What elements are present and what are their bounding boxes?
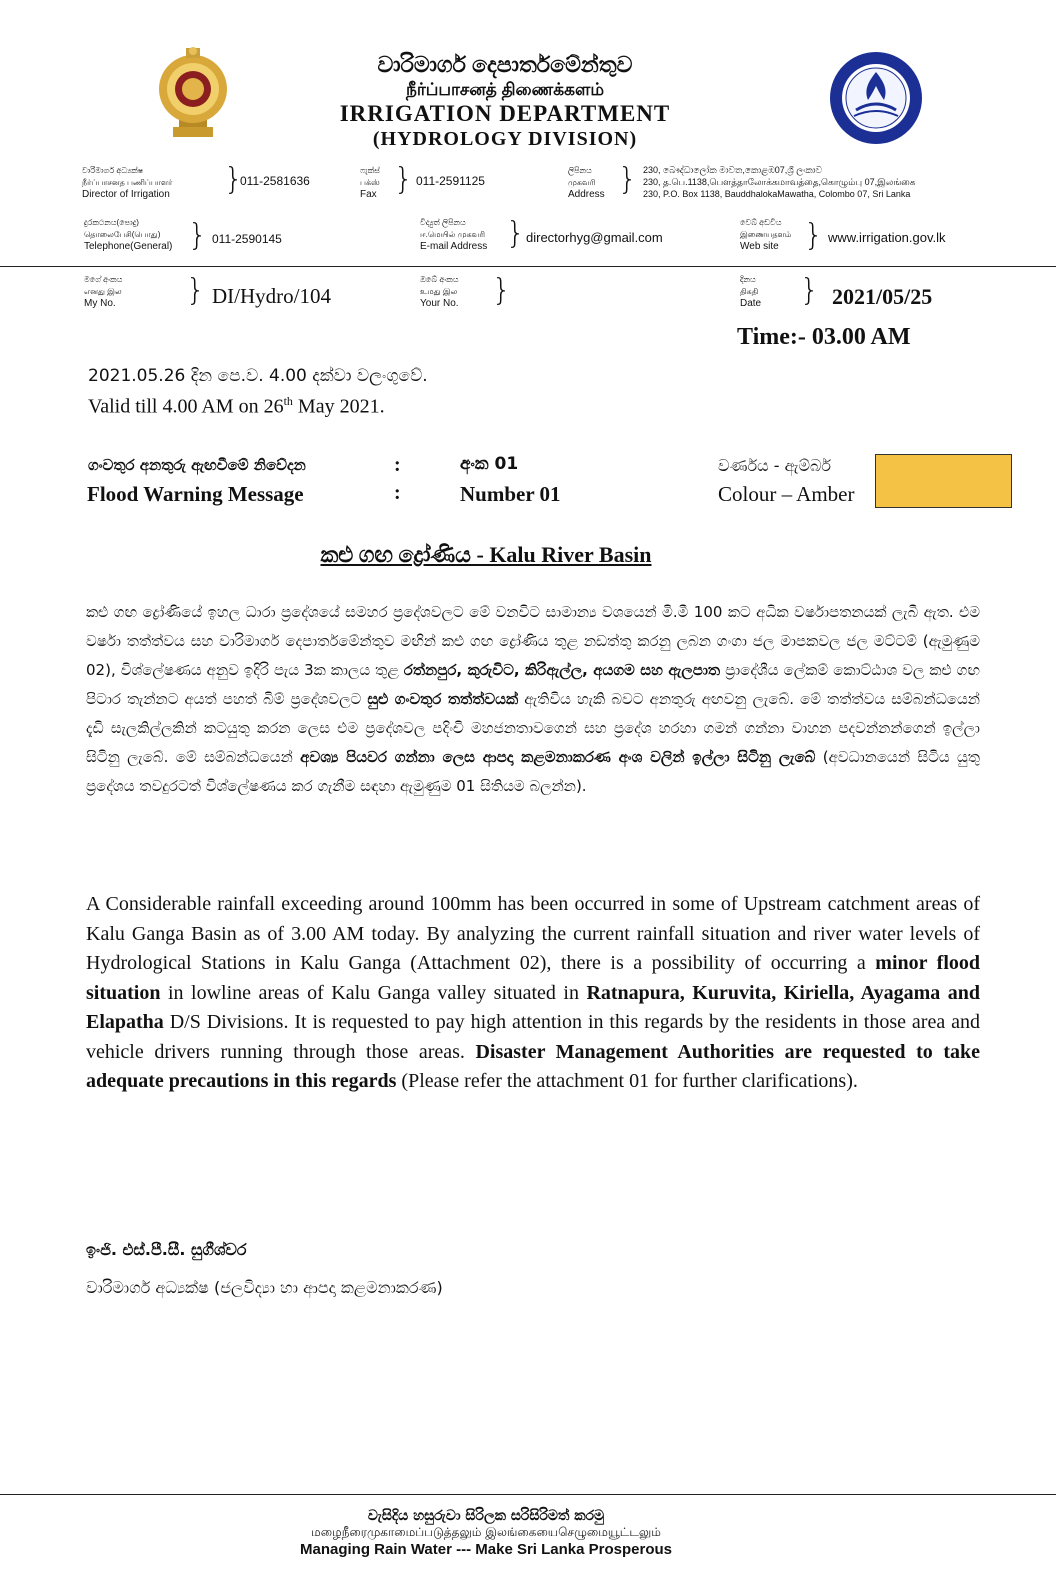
my-no-label: මගේ අංකය எனது இல My No. xyxy=(84,275,123,309)
footer-divider xyxy=(0,1494,1056,1495)
date-value: 2021/05/25 xyxy=(832,284,933,309)
my-no-value: DI/Hydro/104 xyxy=(212,284,331,308)
header-divider xyxy=(0,266,1056,267)
signatory-name: ඉංජි. එස්.පී.සී. සුගීශ්වර xyxy=(86,1240,247,1259)
header-division: (HYDROLOGY DIVISION) xyxy=(372,128,638,150)
brace: } xyxy=(618,162,638,197)
footer-slogan-ta: மழைநீரைமுகாமைப்படுத்தலும் இலங்கையைசெழுமையூட்டலும் xyxy=(311,1525,661,1539)
time-value: Time:- 03.00 AM xyxy=(737,324,911,350)
email-label: විද්‍යුත් ලිපිනය ஈ.மெயில் முகவரி E-mail Address xyxy=(420,218,488,252)
brace: } xyxy=(804,218,824,253)
director-phone: 011-2581636 xyxy=(240,174,310,188)
brace: } xyxy=(188,218,208,253)
website-label: වෙබ් අඩවිය இணையதளம் Web site xyxy=(740,218,792,252)
basin-title: කළු ගඟ ද්‍රෝණිය - Kalu River Basin xyxy=(320,542,652,567)
colour-si: වර්ණය - ඇම්බර් xyxy=(718,456,832,475)
brace: } xyxy=(506,216,526,251)
your-no-label: ඔබේ අංකය உமது இல Your No. xyxy=(420,275,459,309)
address-lines: 230, බෞද්ධාලෝක මාවත,කොළඹ07,ශ්‍රී ලංකාව 230, த.பெ.1138,பௌத்தாலோக்கமாவத்தை,கொழும்பு 07,இலங்கை 230, P.O. Box 1138, BauddhalokaMawatha, Colombo 07, Sri Lanka xyxy=(643,165,916,199)
number-en: Number 01 xyxy=(460,482,561,506)
header-title-si: වාරිමාර්ග දෙපාර්තමේන්තුව xyxy=(377,52,633,77)
message-colon-en: : xyxy=(394,482,401,504)
amber-colour-swatch xyxy=(875,454,1012,508)
telephone-number: 011-2590145 xyxy=(212,232,282,246)
footer-slogan-en: Managing Rain Water --- Make Sri Lanka Prosperous xyxy=(299,1541,673,1558)
number-si: අංක 01 xyxy=(460,454,519,474)
header-title-ta: நீர்ப்பாசனத் திணைக்களம் xyxy=(405,80,605,99)
footer-slogan-si: වැසිදිය හසුරුවා සිරිලක සරිසිරිමත් කරමු xyxy=(367,1508,605,1524)
colour-en: Colour – Amber xyxy=(718,482,855,506)
irrigation-department-logo xyxy=(828,50,924,146)
message-label-si: ගංවතුර අනතුරු ඇඟවීමේ නිවේදන xyxy=(88,456,306,474)
validity-en: Valid till 4.00 AM on 26th May 2021. xyxy=(88,394,385,418)
director-label: වාරිමාර්ග අධ්‍යක්ෂ நீர்ப்பாசனத பணிப்பாளர் Director of Irrigation xyxy=(82,166,173,200)
brace: } xyxy=(800,273,820,308)
sri-lanka-emblem xyxy=(155,45,231,141)
body-paragraph-en: A Considerable rainfall exceeding around 100mm has been occurred in some of Upstream catchment areas of Kalu Ganga Basin as of 3.00 AM today. By analyzing the current rainfall situation and river water levels of Hydrological Stations in Kalu Ganga (Attachment 02), there is a possibility of occurring a minor flood situation in lowline areas of Kalu Ganga valley situated in Ratnapura, Kuruvita, Kiriella, Ayagama and Elapatha D/S Divisions. It is requested to pay high attention in this regards by the residents in those area and vehicle drivers running through those areas. Disaster Management Authorities are requested to take adequate precautions in this regards (Please refer the attachment 01 for further clarifications). xyxy=(86,893,981,1092)
brace: } xyxy=(224,162,244,197)
brace: } xyxy=(492,273,512,308)
date-label: දිනය திகதி Date xyxy=(740,275,762,309)
address-label: ලිපිනය முகவரி Address xyxy=(568,166,605,200)
validity-si: 2021.05.26 දින පෙ.ව. 4.00 දක්වා වලංගුවේ. xyxy=(88,366,428,386)
message-colon-si: : xyxy=(394,454,401,476)
header-title-en: IRRIGATION DEPARTMENT xyxy=(339,101,671,126)
signatory-title: වාරිමාර්ග අධ්‍යක්ෂ (ජලවිද්‍යා හා ආපදා කළමනාකරණ) xyxy=(86,1278,443,1297)
body-paragraph-si: කළු ගඟ ද්‍රෝණියේ ඉහල ධාරා ප්‍රදේශයේ සමහර ප්‍රදේශවලට මේ වනවිට සාමාන්‍ය වශයෙන් මි.මී 100 කට අධික වර්ෂාපතනයක් ලැබී ඇත. එම වර්ෂා තත්ත්වය සහ වාරිමාර්ග දෙපාර්තමේන්තුව මඟින් කළු ගඟ ද්‍රෝණිය තුළ නඩත්තු කරනු ලබන ගංගා ජල මාපකවල ජල මට්ටම් (ඇමුණුම 02), විශ්ලේෂණය අනුව ඉදිරි පැය 3ක කාලය තුළ රත්නපුර, කුරුවිට, කිරිඇල්ල, අයගම සහ ඇලපාත ප්‍රාදේශීය ලේකම් කොට්ඨාශ වල කළු ගඟ පිටාර තැන්නට අයත් පහත් බිම් ප්‍රදේශවලට සුළු ගංවතුර තත්ත්වයක් ඇතිවිය හැකි බවට අනතුරු අඟවනු ලැබේ. මේ තත්ත්වය සම්බන්ධයෙන් දැඩි සැලකිල්ලකින් කටයුතු කරන ලෙස එම ප්‍රදේශවල පදිංචි මහජනතාවගෙන් සහ ප්‍රදේශ හරහා ගමන් ගන්නා වාහන පදවන්නන්ගෙන් ඉල්ලා සිටිනු ලැබේ. මේ සම්බන්ධයෙන් අවශ්‍ය පියවර ගන්නා ලෙස ආපදා කළමනාකරණ අංශ වලින් ඉල්ලා සිටිනු ලැබේ (අවධානයෙන් සිටිය යුතු ප්‍රදේශය තවදුරටත් විශ්ලේෂණය කර ගැනීම සඳහා ඇමුණුම 01 සිතියම බලන්න). xyxy=(86,603,980,795)
brace: } xyxy=(394,162,414,197)
email-address: directorhyg@gmail.com xyxy=(526,230,663,245)
fax-label: ෆැක්ස් பக்ஸ் Fax xyxy=(360,166,380,200)
brace: } xyxy=(186,273,206,308)
message-label-en: Flood Warning Message xyxy=(87,482,304,506)
website-url: www.irrigation.gov.lk xyxy=(828,230,946,245)
telephone-label: දුරකථනය(පොදු) தொலைபேசி(பொது) Telephone(General) xyxy=(84,218,173,252)
fax-number: 011-2591125 xyxy=(416,174,485,188)
